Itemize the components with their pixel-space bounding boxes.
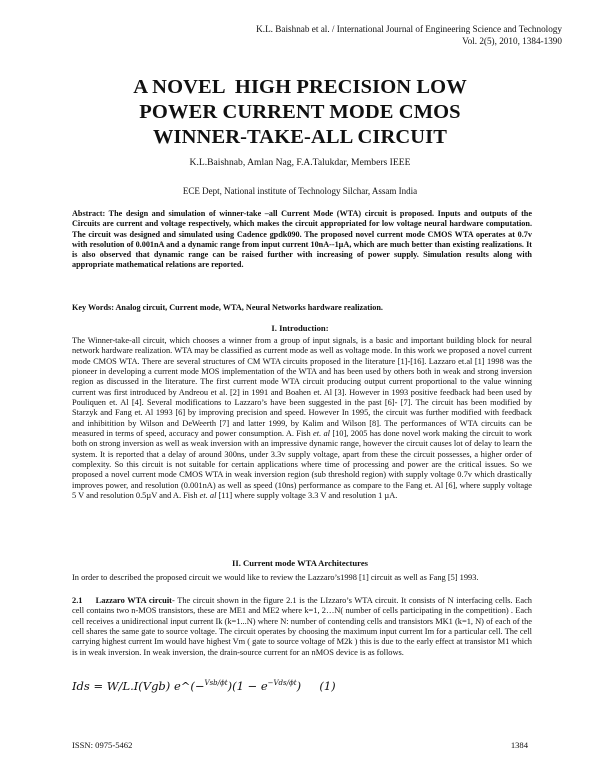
equation-exponent-1: Vsb/ϕt: [204, 679, 228, 688]
lazzaro-paragraph: [72, 596, 532, 658]
equation-mid: )(1 − e: [227, 679, 268, 693]
intro-text-1: The Winner-take-all circuit, which chooses a winner from a group of input signals, is a basic and important building block for neural network hardware realization. WTA may be classified as current mode as well as voltage mode. In this work we proposed a novel current mode CMOS WTA. There are several structures of CM WTA circuits proposed in the literature [1]-[16]. Lazzaro et.al [1] 1998 was the pioneer in developing a current mode MOS implementation of the WTA and has been used by others both in weak and strong inversion region as discussed in the literature. The first current mode WTA circuit producing output current proportional to the value winning current was first introduced by Andreou et al. [2] in 1991 and Boahen et. Al [3]. However in 1993 positive feedback had been used by Pouliquen et. Al [4]. Several modifications to Lazzaro’s have been suggested in the past [6]- [7]. The circuit has been modified by Starzyk and Fang et. Al 1993 [6] by improving precision and speed. However In 1995, the circuit was further modified with feedback and inhibitition by Wilson and DeWeerth [7] and latter 1999, by Kalim and Wilson [8]. The performances of WTA circuits can be measured in terms of speed, accuracy and power consumption. A. Fish: [72, 336, 532, 439]
title-line-1: A NOVEL HIGH PRECISION LOW: [133, 76, 467, 98]
abstract: Abstract: The design and simulation of winner-take –all Current Mode (WTA) circuit is proposed. Inputs and outputs of the Circuits are current and voltage respectively, which makes the circuit appropriated for low voltage neural hardware computation. The circuit was designed and simulated using Cadence gpdk090. The proposed novel current mode CMOS WTA operates at 0.7v with resolution of 0.001nA and a dynamic range from input current 10nA--1µA, which are much better than existing realizations. It is also observed that dynamic range can be raised further with increasing of power supply. Simulation results along with appropriate mathematical relations are reported.: [72, 209, 532, 270]
introduction-paragraph: [72, 336, 532, 502]
intro-etal-2: et. al: [199, 491, 217, 501]
affiliation: ECE Dept, National institute of Technology Silchar, Assam India: [182, 186, 418, 196]
equation-1: [72, 679, 336, 693]
intro-text-3: [11] where supply voltage 3.3 V and resolution 1 µA.: [216, 491, 398, 501]
paper-title: [40, 75, 560, 150]
journal-citation: K.L. Baishnab et al. / International Journal of Engineering Science and Technology: [256, 24, 562, 34]
intro-etal-1: et. al: [313, 429, 331, 439]
title-line-3: WINNER-TAKE-ALL CIRCUIT: [152, 126, 448, 148]
footer-page-number: 1384: [510, 740, 528, 750]
equation-exponent-2: −Vds/ϕt: [267, 679, 297, 688]
equation-lhs: Ids = W/L.I(Vgb) e^(−: [72, 679, 205, 693]
subsection-lead: 2.1 Lazzaro WTA circuit: [72, 596, 172, 605]
volume-info: Vol. 2(5), 2010, 1384-1390: [462, 36, 562, 46]
architectures-intro-paragraph: In order to described the proposed circuit we would like to review the Lazzaro’s1998 [1] circuit as well as Fang [5] 1993.: [72, 573, 479, 582]
author-list: K.L.Baishnab, Amlan Nag, F.A.Talukdar, Members IEEE: [189, 157, 411, 168]
footer-issn: ISSN: 0975-5462: [72, 740, 133, 750]
section-heading-architectures: II. Current mode WTA Architectures: [232, 558, 368, 568]
keywords: Key Words: Analog circuit, Current mode, WTA, Neural Networks hardware realization.: [72, 303, 383, 312]
equation-number: ) (1): [296, 679, 336, 693]
intro-text-2: [10], 2005 has done novel work making the circuit to work both on strong inversion as well as weak inversion with an impressive dynamic range, however the circuit causes lot of delay to learn the system. It is reported that a delay of around 300ns, under 3.3v supply voltage, apart from these the circuit possesses, a higher order of complexity. So this circuit is not suitable for certain applications where time of processing and power are the critical issues. So we proposed a novel current mode CMOS WTA in weak inversion region (sub threshold region) with supply voltage 0.7v which drastically improves power, and resolution (0.001nA) as well as speed (10ns) performance as compare to the Fang et. Al [6], where supply voltage 5 V and resolution 0.5µV and A. Fish: [72, 429, 532, 501]
running-header: [256, 23, 562, 47]
lazzaro-text: - The circuit shown in the figure 2.1 is the LIzzaro’s WTA circuit. It consists of N interfacing cells. Each cell contains two n-MOS transistors, these are ME1 and ME2 where k=1, 2…N( number of cells participating in the competition) . Each cell receives a unidirectional input current Ik (k=1...N) where N: number of contending cells and transistors MK1 (k=1, N) of each of the cell shares the same gate to source voltage. The circuit operates by choosing the maximum input current Im for a particular cell. The cell carrying highest current Im would have highest Vm ( gate to source voltage of M2k ) this is due to the early effect at transistor M1 which is in weak inversion. In weak inversion, the drain-source current for an nMOS device is as follows.: [72, 596, 532, 657]
section-heading-introduction: I. Introduction:: [271, 323, 329, 333]
title-line-2: POWER CURRENT MODE CMOS: [139, 101, 461, 123]
